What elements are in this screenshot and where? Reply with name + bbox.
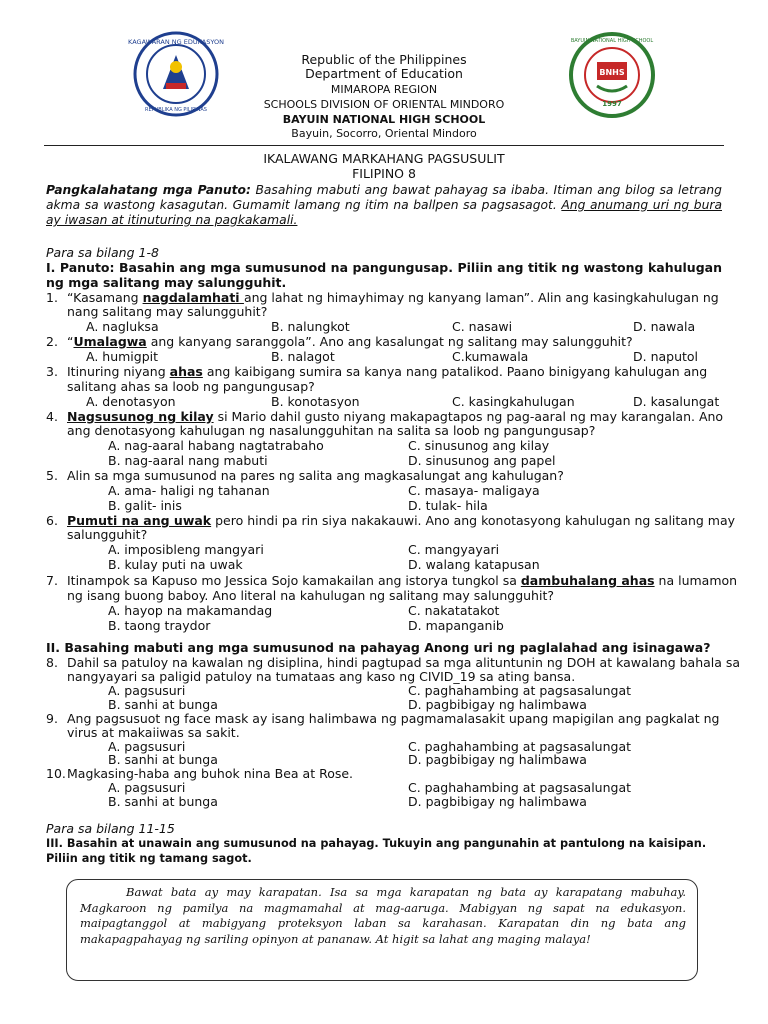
q3-choice-d[interactable]: D. kasalungat xyxy=(633,394,720,409)
q2-choice-c[interactable]: C.kumawala xyxy=(452,349,529,364)
general-instructions-label: Pangkalahatang mga Panuto: xyxy=(46,183,251,197)
q8-text-line2: nangyayari sa paligid patuloy na tumataas ang kaso ng CIVID_19 sa ating bansa. xyxy=(67,669,576,684)
q7-text-line2: ng isang buong baboy. Ano literal na kahulugan ng salitang may salungguhit? xyxy=(67,588,554,603)
q9-choice-d[interactable]: D. pagbibigay ng halimbawa xyxy=(408,752,587,767)
deped-seal-subtext: REPUBLIKA NG PILIPINAS xyxy=(145,107,207,113)
q2-choice-a[interactable]: A. humigpit xyxy=(86,349,159,364)
q3-text: Itinuring niyang ahas ang kaibigang sumira sa kanya nang patalikod. Paano binigyang kahulugan ang xyxy=(67,364,708,379)
q9-text-line2: virus at makaiiwas sa sakit. xyxy=(67,725,240,740)
q4-text-line2: ang denotasyong kahulugan ng nasalungguhitan na salita sa loob ng pangungusap? xyxy=(67,423,596,438)
q5-choice-a[interactable]: A. ama- haligi ng tahanan xyxy=(108,483,270,498)
q8-text: Dahil sa patuloy na kawalan ng disiplina, hindi pagtupad sa mga alituntunin ng DOH at kawalang bahala sa xyxy=(67,655,741,670)
q1-choice-d[interactable]: D. nawala xyxy=(633,319,696,334)
q2-choice-d[interactable]: D. naputol xyxy=(633,349,699,364)
header-republic: Republic of the Philippines xyxy=(301,52,467,67)
q2-text: “Umalagwa ang kanyang saranggola”. Ano ang kasalungat ng salitang may salungguhit? xyxy=(67,334,633,349)
q6-choice-a[interactable]: A. imposibleng mangyari xyxy=(108,542,264,557)
header-address: Bayuin, Socorro, Oriental Mindoro xyxy=(291,127,477,140)
q6-choice-b[interactable]: B. kulay puti na uwak xyxy=(108,557,243,572)
q4-text: Nagsusunog ng kilay si Mario dahil gusto niyang makapagtapos ng pag-aaral ng may karangalan. Ano xyxy=(67,409,724,424)
q4-choice-b[interactable]: B. nag-aaral nang mabuti xyxy=(108,453,268,468)
q9-choice-b[interactable]: B. sanhi at bunga xyxy=(108,752,218,767)
exam-subject: FILIPINO 8 xyxy=(352,166,416,181)
q7-number: 7. xyxy=(46,573,58,588)
q8-choice-d[interactable]: D. pagbibigay ng halimbawa xyxy=(408,697,587,712)
q6-text-line2: salungguhit? xyxy=(67,527,148,542)
q6-text: Pumuti na ang uwak pero hindi pa rin siya nakakauwi. Ano ang konotasyong kahulugan ng salitang may xyxy=(67,513,736,528)
q6-key-word: Pumuti na ang uwak xyxy=(67,513,212,528)
header-division: SCHOOLS DIVISION OF ORIENTAL MINDORO xyxy=(263,98,505,111)
header-department: Department of Education xyxy=(305,66,463,81)
q4-choice-d[interactable]: D. sinusunog ang papel xyxy=(408,453,556,468)
q1-choice-c[interactable]: C. nasawi xyxy=(452,319,513,334)
q5-number: 5. xyxy=(46,468,58,483)
q1-number: 1. xyxy=(46,290,58,305)
school-seal-initials: BNHS xyxy=(599,68,625,77)
q4-choice-a[interactable]: A. nag-aaral habang nagtatrabaho xyxy=(108,438,324,453)
q10-choice-d[interactable]: D. pagbibigay ng halimbawa xyxy=(408,794,587,809)
q7-choice-c[interactable]: C. nakatatakot xyxy=(408,603,500,618)
q6-number: 6. xyxy=(46,513,58,528)
q8-choice-a[interactable]: A. pagsusuri xyxy=(108,683,186,698)
q9-choice-c[interactable]: C. paghahambing at pagsasalungat xyxy=(408,739,632,754)
part3-heading: III. Basahin at unawain ang sumusunod na pahayag. Tukuyin ang pangunahin at pantulong na kaisipan. Piliin ang titik ng tamang sagot. xyxy=(46,837,707,865)
q3-choice-c[interactable]: C. kasingkahulugan xyxy=(452,394,575,409)
q1-choice-b[interactable]: B. nalungkot xyxy=(271,319,350,334)
passage-text: Bawat bata ay may karapatan. Isa sa mga karapatan ng bata ay karapatang mabuhay. Magkaroon ng pamilya na magmamahal at mag-aaruga. Mabigyan ng sapat na edukasyon. maipagtanggol at mabigyang proteksyon laban sa karahasan. Karapatan din ng bata ang makapagpahayag ng sariling opinyon at pananaw. At higit sa lahat ang maging malaya! xyxy=(80,885,686,946)
q7-key-word: dambuhalang ahas xyxy=(520,573,655,588)
q4-choice-c[interactable]: C. sinusunog ang kilay xyxy=(408,438,550,453)
q2-choice-b[interactable]: B. nalagot xyxy=(271,349,335,364)
q3-text-line2: salitang ahas sa loob ng pangungusap? xyxy=(67,379,315,394)
q8-choice-c[interactable]: C. paghahambing at pagsasalungat xyxy=(408,683,632,698)
general-instructions-text: Basahing mabuti ang bawat pahayag sa ibaba. Itiman ang bilog sa letrang akma sa wastong kasagutan. Gumamit lamang ng itim na ballpen sa pagsasagot. xyxy=(46,183,722,212)
q10-number: 10. xyxy=(46,766,66,781)
part2-heading: II. Basahing mabuti ang mga sumusunod na pahayag Anong uri ng paglalahad ang isinagawa? xyxy=(46,640,711,655)
q3-choice-a[interactable]: A. denotasyon xyxy=(86,394,176,409)
q9-number: 9. xyxy=(46,711,58,726)
q6-choice-c[interactable]: C. mangyayari xyxy=(408,542,500,557)
deped-seal-text: KAGAWARAN NG EDUKASYON xyxy=(128,38,224,46)
q7-choice-b[interactable]: B. taong traydor xyxy=(108,618,211,633)
q2-key-word: Umalagwa xyxy=(73,334,147,349)
q5-choice-b[interactable]: B. galit- inis xyxy=(108,498,182,513)
q9-text: Ang pagsusuot ng face mask ay isang halimbawa ng pagmamalasakit upang mapigilan ang pagkalat ng xyxy=(67,711,720,726)
q10-choice-c[interactable]: C. paghahambing at pagsasalungat xyxy=(408,780,632,795)
q7-text: Itinampok sa Kapuso mo Jessica Sojo kamakailan ang istorya tungkol sa dambuhalang ahas na lumamon xyxy=(67,573,738,588)
q1-text-line2: nang salitang may salungguhit? xyxy=(67,304,268,319)
q4-key-word: Nagsusunog ng kilay xyxy=(67,409,214,424)
part3-range: Para sa bilang 11-15 xyxy=(46,821,175,836)
exam-title: IKALAWANG MARKAHANG PAGSUSULIT xyxy=(263,151,505,166)
q1-choice-a[interactable]: A. nagluksa xyxy=(86,319,159,334)
q7-choice-d[interactable]: D. mapanganib xyxy=(408,618,504,633)
q10-choice-a[interactable]: A. pagsusuri xyxy=(108,780,186,795)
q10-choice-b[interactable]: B. sanhi at bunga xyxy=(108,794,218,809)
q5-text: Alin sa mga sumusunod na pares ng salita ang magkasalungat ang kahulugan? xyxy=(67,468,564,483)
part1-range: Para sa bilang 1-8 xyxy=(46,245,159,260)
school-seal-year: 1997 xyxy=(602,100,622,108)
q1-text: “Kasamang nagdalamhati ang lahat ng himayhimay ng kanyang laman”. Alin ang kasingkahulugan ng xyxy=(67,290,719,305)
q3-number: 3. xyxy=(46,364,58,379)
q7-choice-a[interactable]: A. hayop na makamandag xyxy=(108,603,273,618)
header-school: BAYUIN NATIONAL HIGH SCHOOL xyxy=(282,113,486,126)
q8-number: 8. xyxy=(46,655,58,670)
q2-number: 2. xyxy=(46,334,58,349)
general-instructions xyxy=(46,183,722,228)
q9-choice-a[interactable]: A. pagsusuri xyxy=(108,739,186,754)
header-region: MIMAROPA REGION xyxy=(330,83,438,96)
part1-heading: I. Panuto: Basahin ang mga sumusunod na pangungusap. Piliin ang titik ng wastong kahulugan ng mga salitang may salungguhit. xyxy=(46,260,722,290)
q10-text: Magkasing-haba ang buhok nina Bea at Rose. xyxy=(67,766,354,781)
q4-number: 4. xyxy=(46,409,58,424)
q1-key-word: nagdalamhati xyxy=(142,290,244,305)
q3-choice-b[interactable]: B. konotasyon xyxy=(271,394,360,409)
q5-choice-c[interactable]: C. masaya- maligaya xyxy=(408,483,540,498)
header-divider xyxy=(44,145,724,146)
general-instructions-warning: Ang anumang uri ng bura ay iwasan at itinuturing na pagkakamali. xyxy=(46,198,722,227)
school-seal-text: BAYUIN NATIONAL HIGH SCHOOL xyxy=(570,38,654,44)
q3-key-word: ahas xyxy=(169,364,203,379)
q5-choice-d[interactable]: D. tulak- hila xyxy=(408,498,488,513)
q6-choice-d[interactable]: D. walang katapusan xyxy=(408,557,540,572)
q8-choice-b[interactable]: B. sanhi at bunga xyxy=(108,697,218,712)
